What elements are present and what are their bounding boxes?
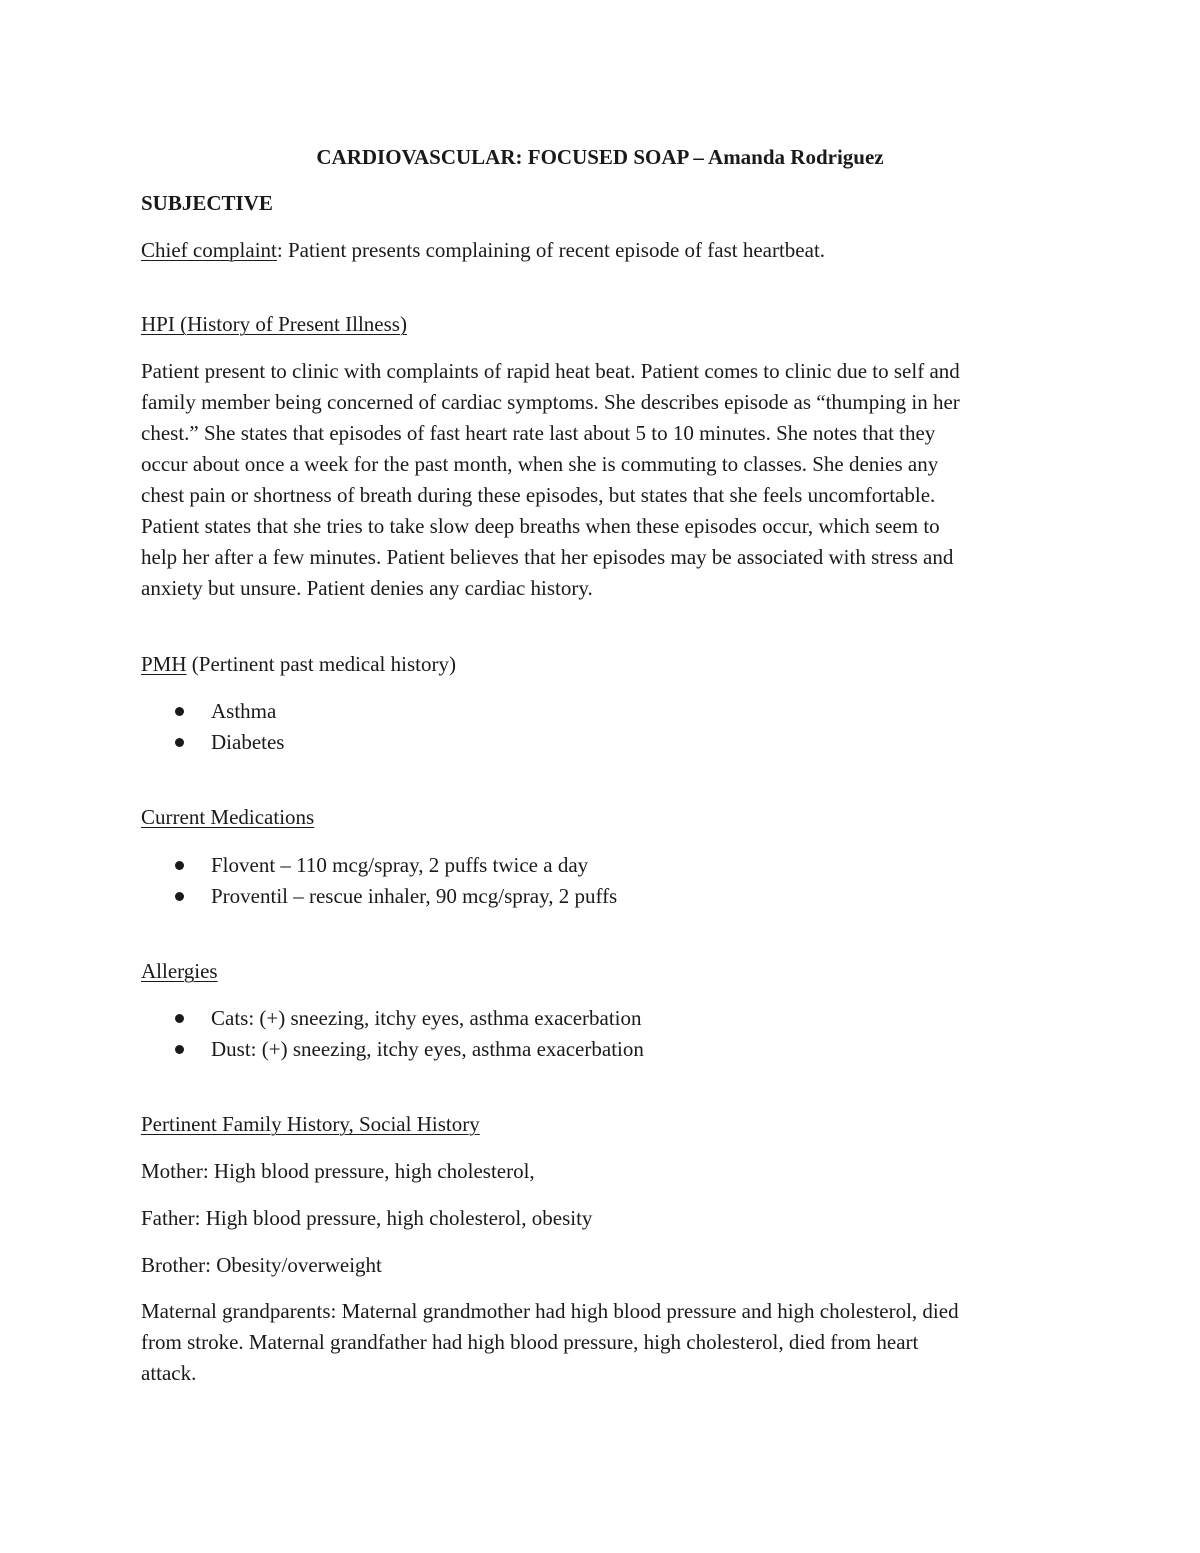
hpi-line: Patient states that she tries to take slow deep breaths when these episodes occur, which seem to (141, 514, 940, 538)
bullet-icon (175, 861, 184, 870)
allergies-list (141, 1003, 644, 1065)
document-title: CARDIOVASCULAR: FOCUSED SOAP – Amanda Rodriguez (316, 145, 884, 169)
family-history-heading: Pertinent Family History, Social History (141, 1112, 480, 1136)
hpi-line: help her after a few minutes. Patient believes that her episodes may be associated with stress and (141, 545, 954, 569)
section-subjective-heading: SUBJECTIVE (141, 191, 273, 215)
medications-heading: Current Medications (141, 805, 315, 829)
pmh-list (141, 696, 284, 758)
bullet-icon (175, 892, 184, 901)
list-item: Asthma (141, 696, 284, 727)
bullet-icon (175, 738, 184, 747)
hpi-line: Patient present to clinic with complaints of rapid heat beat. Patient comes to clinic due to self and (141, 359, 960, 383)
list-item: Proventil – rescue inhaler, 90 mcg/spray, 2 puffs (141, 881, 617, 912)
pmh-rest: (Pertinent past medical history) (186, 652, 456, 676)
chief-complaint (141, 235, 825, 266)
hpi-line: chest pain or shortness of breath during these episodes, but states that she feels uncomfortable. (141, 483, 936, 507)
medications-list (141, 850, 617, 912)
grandparents-line: from stroke. Maternal grandfather had high blood pressure, high cholesterol, died from heart (141, 1330, 919, 1354)
bullet-icon (175, 707, 184, 716)
chief-complaint-text: : Patient presents complaining of recent episode of fast heartbeat. (276, 238, 826, 262)
hpi-line: anxiety but unsure. Patient denies any cardiac history. (141, 576, 593, 600)
chief-complaint-label: Chief complaint (141, 238, 277, 262)
pmh-label: PMH (141, 652, 187, 676)
allergies-heading: Allergies (141, 959, 218, 983)
bullet-icon (175, 1045, 184, 1054)
hpi-heading: HPI (History of Present Illness) (141, 312, 407, 336)
hpi-line: occur about once a week for the past month, when she is commuting to classes. She denies any (141, 452, 939, 476)
hpi-line: chest.” She states that episodes of fast heart rate last about 5 to 10 minutes. She notes that they (141, 421, 936, 445)
family-history-mother: Mother: High blood pressure, high cholesterol, (141, 1159, 535, 1183)
hpi-paragraph (141, 356, 1066, 604)
bullet-icon (175, 1014, 184, 1023)
family-history-grandparents (141, 1296, 1066, 1389)
family-history-brother: Brother: Obesity/overweight (141, 1253, 382, 1277)
hpi-line: family member being concerned of cardiac symptoms. She describes episode as “thumping in her (141, 390, 960, 414)
list-item: Flovent – 110 mcg/spray, 2 puffs twice a day (141, 850, 617, 881)
list-item: Cats: (+) sneezing, itchy eyes, asthma exacerbation (141, 1003, 644, 1034)
grandparents-line: attack. (141, 1361, 197, 1385)
grandparents-line: Maternal grandparents: Maternal grandmother had high blood pressure and high cholesterol, died (141, 1299, 959, 1323)
family-history-father: Father: High blood pressure, high cholesterol, obesity (141, 1206, 593, 1230)
pmh-heading (141, 649, 456, 680)
list-item: Diabetes (141, 727, 284, 758)
list-item: Dust: (+) sneezing, itchy eyes, asthma exacerbation (141, 1034, 644, 1065)
